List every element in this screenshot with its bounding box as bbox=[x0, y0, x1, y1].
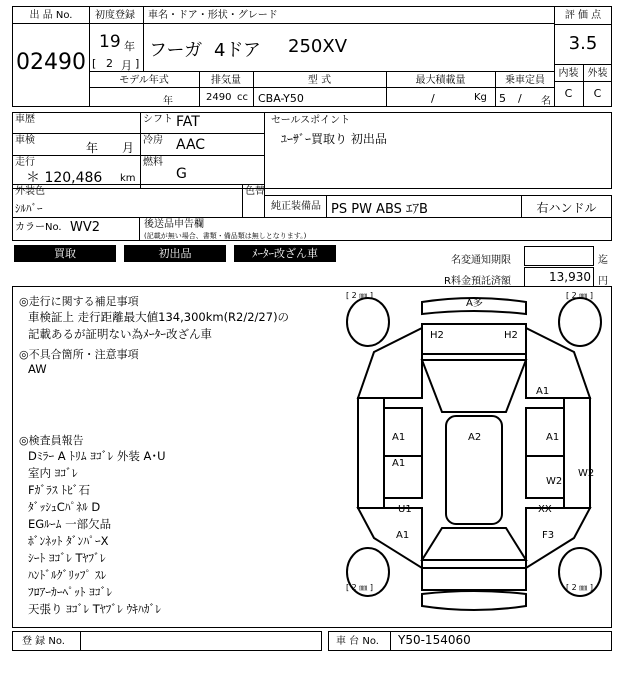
color-change-label: 色替 bbox=[245, 186, 265, 197]
interior-label: 内装 bbox=[558, 68, 579, 79]
reg-month-bracket-open: [ bbox=[92, 57, 97, 70]
report-line: Dﾐﾗｰ A ﾄﾘﾑ ﾖｺﾞﾚ 外装 A･U bbox=[28, 449, 166, 463]
reg-year-unit: 年 bbox=[124, 40, 135, 53]
interior-grade: C bbox=[564, 87, 573, 100]
mark-u1-left: U1 bbox=[398, 504, 412, 515]
car-grade: 250XV bbox=[288, 36, 348, 57]
mark-a2-roof: A2 bbox=[468, 432, 482, 443]
model-title-label: 車名・ドア・形状・グレード bbox=[148, 10, 278, 21]
lot-label: 出 品 No. bbox=[29, 10, 73, 21]
report-line: 天張り ﾖｺﾞﾚ Tﾔﾌﾞﾚ ｳｷﾊｶﾞﾚ bbox=[28, 602, 161, 616]
report-line: EGﾙｰﾑ 一部欠品 bbox=[28, 517, 112, 531]
model-year-label: モデル年式 bbox=[119, 75, 169, 86]
deadline-box bbox=[524, 246, 594, 266]
mileage-label: 走行 bbox=[15, 157, 35, 168]
mileage-remark-title: ◎走行に関する補足事項 bbox=[19, 295, 139, 308]
type-value: CBA-Y50 bbox=[258, 92, 304, 105]
report-line: 室内 ﾖｺﾞﾚ bbox=[28, 466, 78, 480]
capacity-value: 5 bbox=[499, 92, 506, 105]
max-load-separator: / bbox=[431, 92, 435, 105]
mark-w2-right-sill: W2 bbox=[578, 468, 595, 479]
reg-month-unit: 月 bbox=[121, 59, 132, 72]
report-line: ｼｰﾄ ﾖｺﾞﾚ Tﾔﾌﾞﾚ bbox=[28, 551, 106, 565]
mark-a1-right-fender: A1 bbox=[536, 386, 550, 397]
chassis-label: 車 台 No. bbox=[336, 636, 379, 647]
windshield-shape bbox=[422, 360, 526, 412]
capacity-unit: 名 bbox=[541, 96, 551, 107]
reg-year: 19 bbox=[99, 32, 121, 52]
inspection-year: 年 bbox=[86, 141, 99, 155]
chassis-value: Y50-154060 bbox=[398, 633, 471, 647]
score-value: 3.5 bbox=[568, 33, 598, 54]
recycle-label: R料金預託済額 bbox=[444, 276, 511, 287]
status-meter-tampered: ﾒｰﾀｰ改ざん車 bbox=[234, 245, 336, 262]
displacement-unit: cc bbox=[237, 92, 248, 103]
type-label: 型 式 bbox=[307, 75, 332, 86]
report-line: ﾌﾛｱｰｶｰﾍﾟｯﾄ ﾖｺﾞﾚ bbox=[28, 585, 113, 599]
right-rear-fender-shape bbox=[526, 508, 590, 568]
car-damage-diagram bbox=[338, 288, 610, 626]
rear-glass-shape bbox=[422, 528, 526, 560]
handle-value: 右ハンドル bbox=[536, 201, 597, 215]
lot-number: 02490 bbox=[16, 50, 86, 75]
ac-label: 冷房 bbox=[143, 135, 163, 146]
recycle-amount: 13,930 bbox=[549, 270, 591, 284]
car-name: フーガ bbox=[149, 40, 203, 61]
ext-color-value: ｼﾙﾊﾞｰ bbox=[15, 202, 43, 215]
max-load-unit: Kg bbox=[474, 92, 487, 103]
color-no-label: カラーNo. bbox=[15, 222, 62, 233]
score-label: 評 価 点 bbox=[564, 10, 602, 21]
car-doors: 4ドア bbox=[214, 40, 261, 61]
displacement-value: 2490 bbox=[206, 92, 232, 103]
mark-xx-right: XX bbox=[538, 504, 552, 515]
trunk-shape bbox=[422, 568, 526, 590]
aftermarket-note: (記載が無い場合、書類・備品類は無しとなります。) bbox=[144, 232, 307, 240]
defects-title: ◎不具合箇所・注意事項 bbox=[19, 348, 139, 361]
corner-label-bl: [ 2 ㎜ ] bbox=[346, 583, 373, 592]
fuel-label: 燃料 bbox=[143, 157, 163, 168]
first-registration-label: 初度登録 bbox=[95, 10, 135, 21]
rear-bumper-shape bbox=[422, 591, 526, 610]
left-rear-fender-shape bbox=[358, 508, 422, 568]
inspector-title: ◎検査員報告 bbox=[19, 434, 84, 447]
recycle-unit: 円 bbox=[598, 276, 608, 287]
mark-a1-right-door: A1 bbox=[546, 432, 560, 443]
reg-no-label: 登 録 No. bbox=[22, 636, 65, 647]
history-label: 車歴 bbox=[15, 114, 35, 125]
left-fender-shape bbox=[358, 328, 422, 398]
tire-front-right bbox=[559, 298, 601, 346]
sales-point-label: セールスポイント bbox=[271, 115, 351, 126]
mileage-remark-line2: 記載あるが証明ない為ﾒｰﾀｰ改ざん車 bbox=[28, 327, 212, 341]
corner-label-br: [ 2 ㎜ ] bbox=[566, 583, 593, 592]
mark-a1-left-rear-door: A1 bbox=[392, 458, 406, 469]
shift-label: シフト bbox=[143, 114, 173, 125]
mileage-unit: km bbox=[120, 173, 136, 184]
displacement-label: 排気量 bbox=[211, 75, 241, 86]
right-sill-shape bbox=[564, 398, 590, 508]
inspection-month: 月 bbox=[122, 141, 135, 155]
equipment-label: 純正装備品 bbox=[271, 201, 321, 212]
fuel-value: G bbox=[176, 166, 187, 182]
status-first-listing: 初出品 bbox=[124, 245, 226, 262]
corner-label-tl: [ 2 ㎜ ] bbox=[346, 291, 373, 300]
inspection-label: 車検 bbox=[15, 135, 35, 146]
color-no-value: WV2 bbox=[70, 220, 101, 235]
report-line: ﾊﾝﾄﾞﾙｸﾞﾘｯﾌﾟ ｽﾚ bbox=[28, 568, 107, 582]
reg-month-bracket-close: ] bbox=[135, 57, 140, 70]
mark-h2-left: H2 bbox=[430, 330, 444, 341]
ext-color-label: 外装色 bbox=[15, 186, 45, 197]
model-year-unit: 年 bbox=[163, 96, 173, 107]
exterior-grade: C bbox=[593, 87, 602, 100]
exterior-label: 外装 bbox=[587, 68, 608, 79]
reg-month: 2 bbox=[106, 57, 113, 70]
corner-label-tr: [ 2 ㎜ ] bbox=[566, 291, 593, 300]
sales-point-value: ﾕｰｻﾞｰ買取り 初出品 bbox=[281, 132, 387, 146]
deadline-unit: 迄 bbox=[598, 255, 608, 266]
mark-w2-right: W2 bbox=[546, 476, 563, 487]
deadline-label: 名変通知期限 bbox=[451, 255, 511, 266]
ext-color-cell bbox=[12, 184, 265, 218]
capacity-separator: / bbox=[518, 92, 522, 105]
capacity-label: 乗車定員 bbox=[505, 75, 545, 86]
report-line: ﾎﾞﾝﾈｯﾄ ﾀﾞﾝﾊﾟｰX bbox=[28, 534, 109, 548]
tire-front-left bbox=[347, 298, 389, 346]
status-buy: 買取 bbox=[14, 245, 116, 262]
mileage-remark-line1: 車検証上 走行距離最大値134,300km(R2/2/27)の bbox=[28, 310, 290, 324]
ac-value: AAC bbox=[176, 137, 206, 153]
report-line: ﾀﾞｯｼｭCﾊﾟﾈﾙ D bbox=[28, 500, 101, 514]
aftermarket-label: 後送品申告欄 bbox=[144, 219, 204, 230]
left-sill-shape bbox=[358, 398, 384, 508]
mark-h2-right: H2 bbox=[504, 330, 518, 341]
shift-value: FAT bbox=[176, 114, 200, 130]
mileage-value: ＊ 120,486 bbox=[26, 170, 103, 186]
mark-f3-right: F3 bbox=[542, 530, 555, 541]
mark-front: A多 bbox=[466, 298, 483, 309]
report-line: Fｶﾞﾗｽ ﾄﾋﾞ石 bbox=[28, 483, 91, 497]
max-load-label: 最大積載量 bbox=[415, 75, 466, 86]
defects-line1: AW bbox=[28, 362, 47, 376]
equipment-value: PS PW ABS ｴｱB bbox=[331, 202, 428, 217]
mark-a1-left-door: A1 bbox=[392, 432, 406, 443]
mark-a1-left-rear: A1 bbox=[396, 530, 410, 541]
